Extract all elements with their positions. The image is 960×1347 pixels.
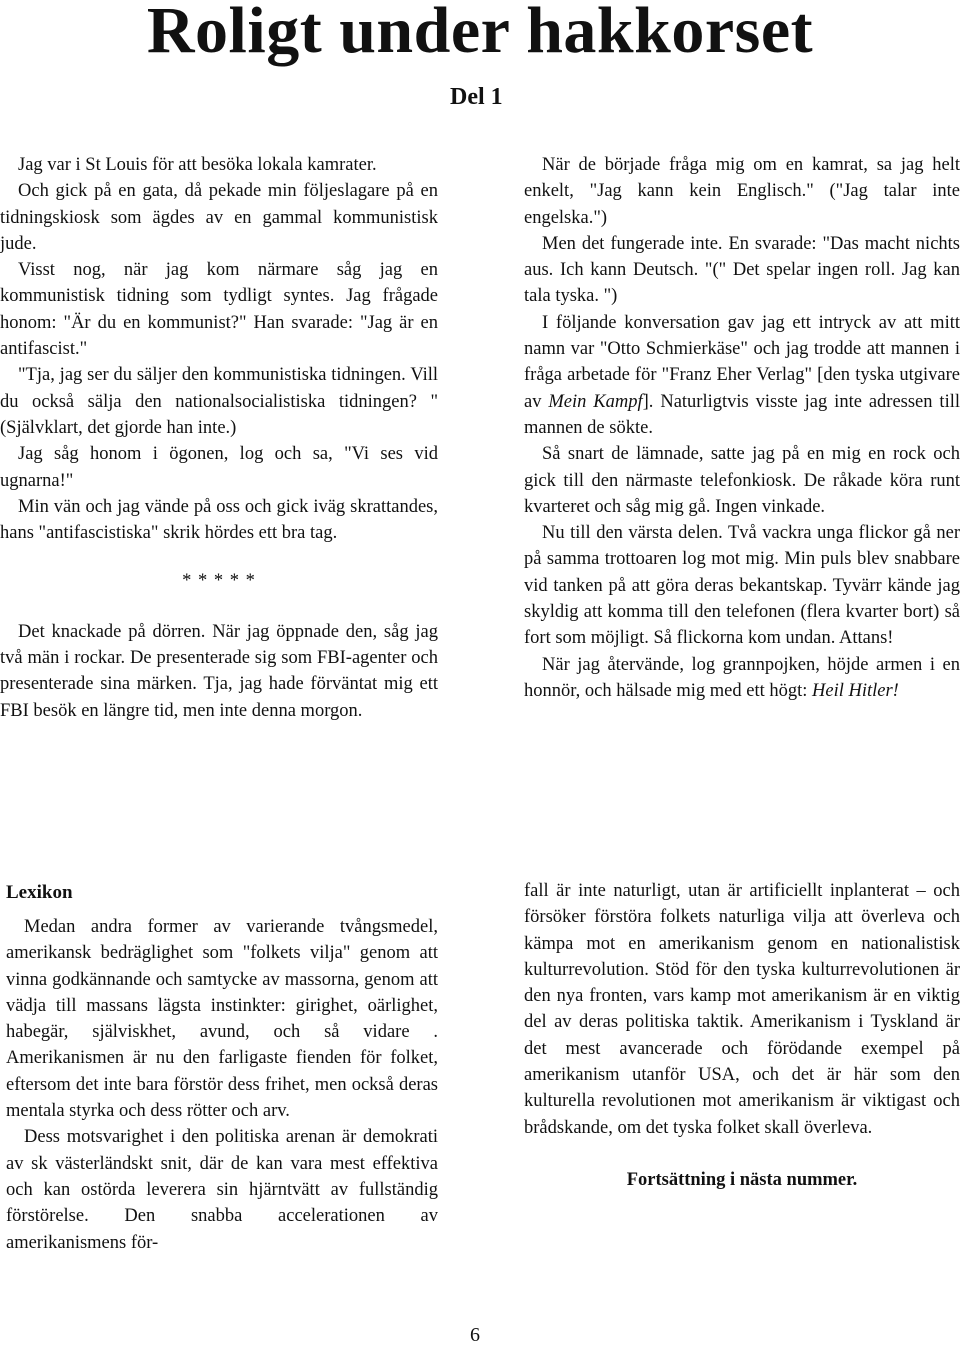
lexikon-heading: Lexikon (6, 882, 73, 903)
paragraph-text: I följande konversation gav jag ett intryck av att mitt namn var "Otto Schmierkäse" och jag trodde att mannen i fråga arbetade för "Franz Eher Verlag" [den tyska utgivare av (524, 312, 960, 412)
paragraph-text: ]. Naturligtvis visste jag inte adressen till mannen de sökte. (524, 391, 960, 438)
paragraph: Nu till den värsta delen. Två vackra unga flickor gå ner på samma trottoaren log mot mig. Min puls blev snabbare vid tanken på att göra deras bekantskap. Tyvärr kände jag skyldig att komma till den telefonen (flera kvarter bort) så fort som möjligt. Så flickorna kom undan. Attans! (524, 523, 960, 649)
right-column (524, 152, 960, 704)
part-label: Del 1 (450, 84, 503, 110)
article-title: Roligt under hakkorset (146, 0, 814, 67)
paragraph: Och gick på en gata, då pekade min följeslagare på en tidningskiosk som ägdes av en gammal kommunistisk jude. (0, 181, 438, 254)
paragraph: "Tja, jag ser du säljer den kommunistiska tidningen. Vill du också sälja den nationalsocialistiska tidningen? "(Självklart, det gjorde han inte.) (0, 365, 438, 438)
lexikon-right-column (524, 878, 960, 1193)
section-divider: * * * * * (182, 571, 256, 592)
greeting-italic: Heil Hitler! (812, 680, 899, 701)
paragraph: Det knackade på dörren. När jag öppnade den, såg jag två män i rockar. De presenterade sig som FBI-agenter och presenterade sina märken. Tja, jag hade förväntat mig ett FBI besök en längre tid, men inte denna morgon. (0, 621, 438, 721)
paragraph (524, 652, 960, 705)
paragraph: Jag såg honom i ögonen, log och sa, "Vi ses vid ugnarna!" (0, 444, 438, 491)
paragraph: Dess motsvarighet i den politiska arenan är demokrati av sk västerländskt snit, där de kan vara mest effektiva och kan ostörda leverera sin hjärntvätt av fullständig förstörelse. Den snabba accelerationen av amerikanismens för- (6, 1127, 438, 1253)
paragraph-text: När jag återvände, log grannpojken, höjde armen i en honnör, och hälsade mig med ett högt: (524, 654, 960, 701)
paragraph: Visst nog, när jag kom närmare såg jag en kommunistisk tidning som tydligt syntes. Jag frågade honom: "Är du en kommunist?" Han svarade: "Jag är en antifascist." (0, 260, 438, 360)
paragraph: Medan andra former av varierande tvångsmedel, amerikansk bedräglighet som "folkets vilja" genom att vinna godkännande och samtycke av massorna, genom att vädja till massans lägsta instinkter: girighet, oärlighet, habegär, själviskhet, avund, och så vidare . Amerikanismen är nu den farligaste fienden för folket, eftersom det inte bara förstör dess frihet, men också deras mentala styrka och dess rötter och arv. (6, 917, 438, 1122)
book-title: Mein Kampf (548, 391, 643, 412)
paragraph: Så snart de lämnade, satte jag på en mig en rock och gick till den närmaste telefonkiosk. De råkade köra runt kvarteret och såg mig gå. Ingen vinkade. (524, 444, 960, 517)
lexikon-left-column (6, 914, 438, 1256)
paragraph: Jag var i St Louis för att besöka lokala kamrater. (18, 155, 377, 175)
page-number: 6 (470, 1324, 480, 1346)
paragraph (524, 310, 960, 441)
left-column (0, 152, 438, 724)
paragraph: Men det fungerade inte. En svarade: "Das macht nichts aus. Ich kann Deutsch. "(" Det spelar ingen roll. Jag kan tala tyska. ") (524, 233, 960, 307)
continued-notice: Fortsättning i nästa nummer. (626, 1169, 858, 1190)
paragraph: fall är inte naturligt, utan är artificiellt inplanterat – och försöker förstöra folkets naturliga vilja att överleva och kämpa mot en amerikanism genom en nationalistisk kulturrevolution. Stöd för den tyska kulturrevolutionen är den nya fronten, vars kamp mot amerikanism är en viktig del av deras politiska taktik. Amerikanism i Tyskland är det mest avancerade och förödande exempel på amerikanism utanför USA, och det är här som den kulturella revolutionen mot amerikanism är viktigast och brådskande, om det tyska folket skall överleva. (524, 881, 960, 1138)
paragraph: När de började fråga mig om en kamrat, sa jag helt enkelt, "Jag kann kein Englisch." ("Jag talar inte engelska.") (524, 155, 960, 228)
paragraph: Min vän och jag vände på oss och gick iväg skrattandes, hans "antifascistiska" skrik hördes ett bra tag. (0, 496, 438, 544)
